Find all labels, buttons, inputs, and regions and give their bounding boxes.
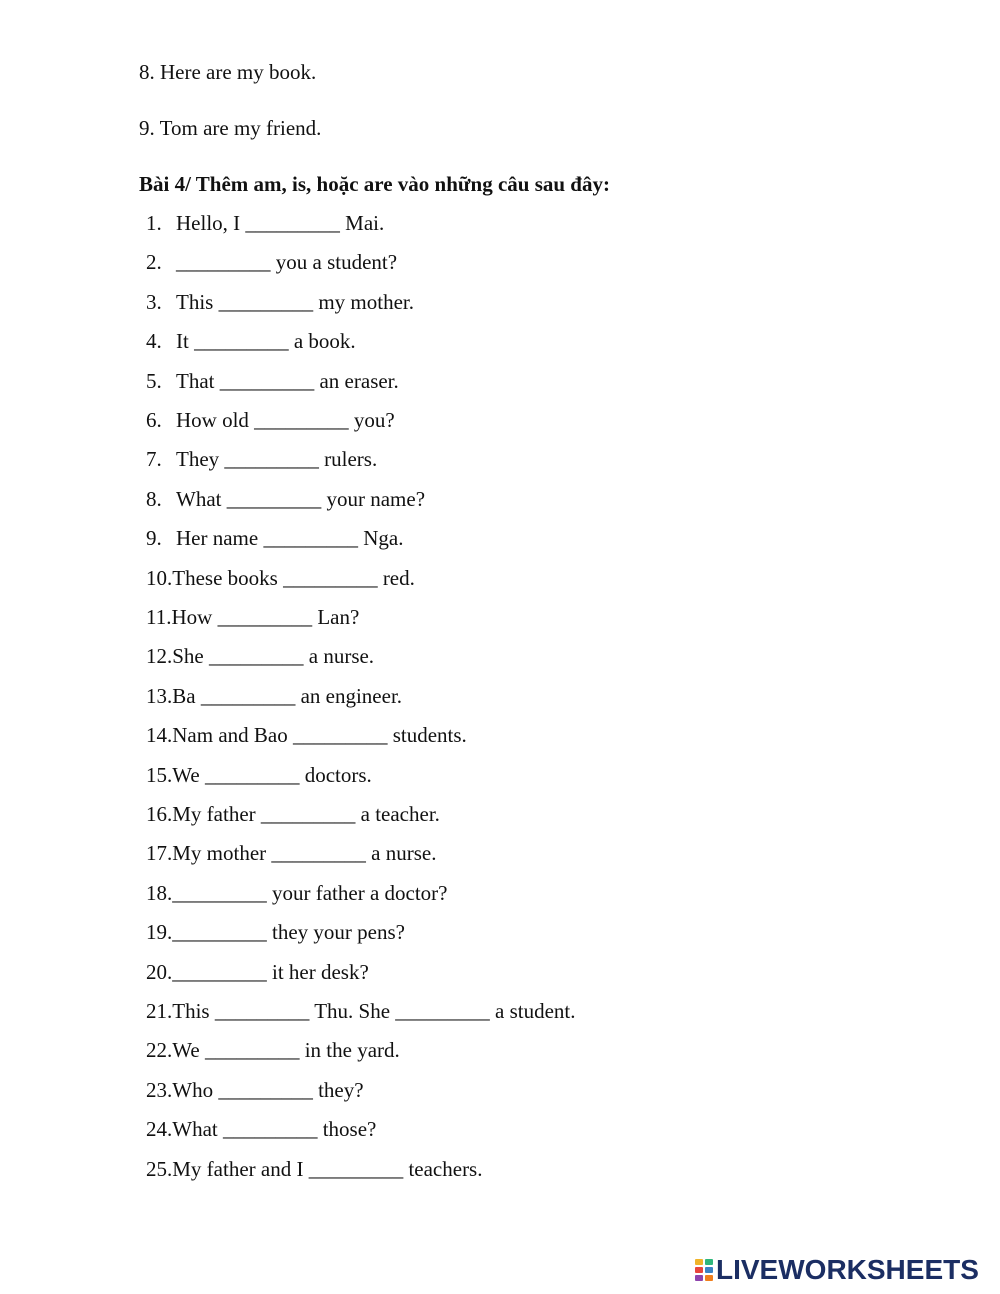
exercise-text: Her name _________ Nga. (176, 526, 404, 550)
exercise-item (146, 1078, 364, 1102)
exercise-item (146, 1038, 400, 1062)
logo-square-icon (695, 1267, 703, 1273)
exercise-text: She _________ a nurse. (172, 644, 375, 668)
exercise-item (146, 211, 384, 235)
exercise-number: 21. (146, 999, 173, 1023)
exercise-item (146, 447, 377, 471)
exercise-number: 1. (146, 211, 162, 235)
logo-square-icon (705, 1267, 713, 1273)
exercise-number: 7. (146, 447, 162, 471)
exercise-item (146, 999, 576, 1023)
exercise-text: _________ they your pens? (172, 920, 405, 944)
exercise-number: 14. (146, 723, 173, 747)
exercise-number: 25. (146, 1157, 173, 1181)
exercise-text: This _________ my mother. (176, 290, 414, 314)
exercise-number: 2. (146, 250, 162, 274)
logo-square-icon (705, 1275, 713, 1281)
exercise-text: Ba _________ an engineer. (172, 684, 403, 708)
prev-item-9: 9. Tom are my friend. (139, 116, 322, 140)
exercise-item (146, 408, 395, 432)
section-heading: Bài 4/ Thêm am, is, hoặc are vào những câu sau đây: (139, 172, 610, 196)
exercise-item (146, 487, 425, 511)
exercise-text: They _________ rulers. (176, 447, 378, 471)
exercise-text: We _________ in the yard. (172, 1038, 400, 1062)
prev-item-8: 8. Here are my book. (139, 60, 317, 84)
exercise-text: _________ you a student? (176, 250, 398, 274)
exercise-number: 5. (146, 369, 162, 393)
exercise-text: Who _________ they? (172, 1078, 364, 1102)
exercise-number: 16. (146, 802, 173, 826)
exercise-item (146, 250, 397, 274)
exercise-text: Hello, I _________ Mai. (176, 211, 385, 235)
exercise-number: 23. (146, 1078, 173, 1102)
exercise-number: 12. (146, 644, 173, 668)
exercise-item (146, 960, 369, 984)
exercise-text: We _________ doctors. (172, 763, 372, 787)
exercise-text: _________ your father a doctor? (172, 881, 448, 905)
exercise-text: _________ it her desk? (172, 960, 369, 984)
exercise-item (146, 1117, 376, 1141)
logo-square-icon (695, 1275, 703, 1281)
exercise-number: 11. (146, 605, 172, 629)
exercise-number: 18. (146, 881, 173, 905)
exercise-text: What _________ those? (172, 1117, 377, 1141)
exercise-text: What _________ your name? (176, 487, 426, 511)
exercise-item (146, 723, 467, 747)
exercise-item (146, 329, 356, 353)
exercise-number: 4. (146, 329, 162, 353)
logo-square-icon (695, 1259, 703, 1265)
exercise-text: How _________ Lan? (171, 605, 360, 629)
exercise-item (146, 290, 414, 314)
exercise-item (146, 920, 405, 944)
logo-text: LIVEWORKSHEETS (716, 1254, 979, 1285)
exercise-number: 17. (146, 841, 173, 865)
exercise-text: My father _________ a teacher. (172, 802, 440, 826)
exercise-number: 9. (146, 526, 162, 550)
exercise-text: My mother _________ a nurse. (172, 841, 437, 865)
exercise-item (146, 526, 403, 550)
exercise-number: 19. (146, 920, 173, 944)
exercise-item (146, 369, 399, 393)
exercise-number: 22. (146, 1038, 173, 1062)
exercise-number: 24. (146, 1117, 173, 1141)
exercise-number: 10. (146, 566, 173, 590)
exercise-item (146, 684, 402, 708)
exercise-text: How old _________ you? (176, 408, 395, 432)
exercise-text: That _________ an eraser. (176, 369, 399, 393)
exercise-item (146, 881, 448, 905)
liveworksheets-logo (694, 1254, 990, 1286)
exercise-item (146, 605, 359, 629)
exercise-item (146, 841, 436, 865)
exercise-text: Nam and Bao _________ students. (172, 723, 467, 747)
exercise-text: This _________ Thu. She _________ a student. (172, 999, 576, 1023)
exercise-number: 8. (146, 487, 162, 511)
exercise-text: My father and I _________ teachers. (172, 1157, 483, 1181)
exercise-number: 6. (146, 408, 162, 432)
logo-mark-icon (694, 1258, 714, 1282)
exercise-item (146, 644, 374, 668)
exercise-item (146, 763, 372, 787)
exercise-number: 15. (146, 763, 173, 787)
exercise-text: These books _________ red. (172, 566, 415, 590)
exercise-number: 3. (146, 290, 162, 314)
exercise-item (146, 802, 440, 826)
exercise-text: It _________ a book. (176, 329, 356, 353)
exercise-item (146, 1157, 482, 1181)
logo-square-icon (705, 1259, 713, 1265)
exercise-number: 13. (146, 684, 173, 708)
exercise-number: 20. (146, 960, 173, 984)
exercise-item (146, 566, 415, 590)
